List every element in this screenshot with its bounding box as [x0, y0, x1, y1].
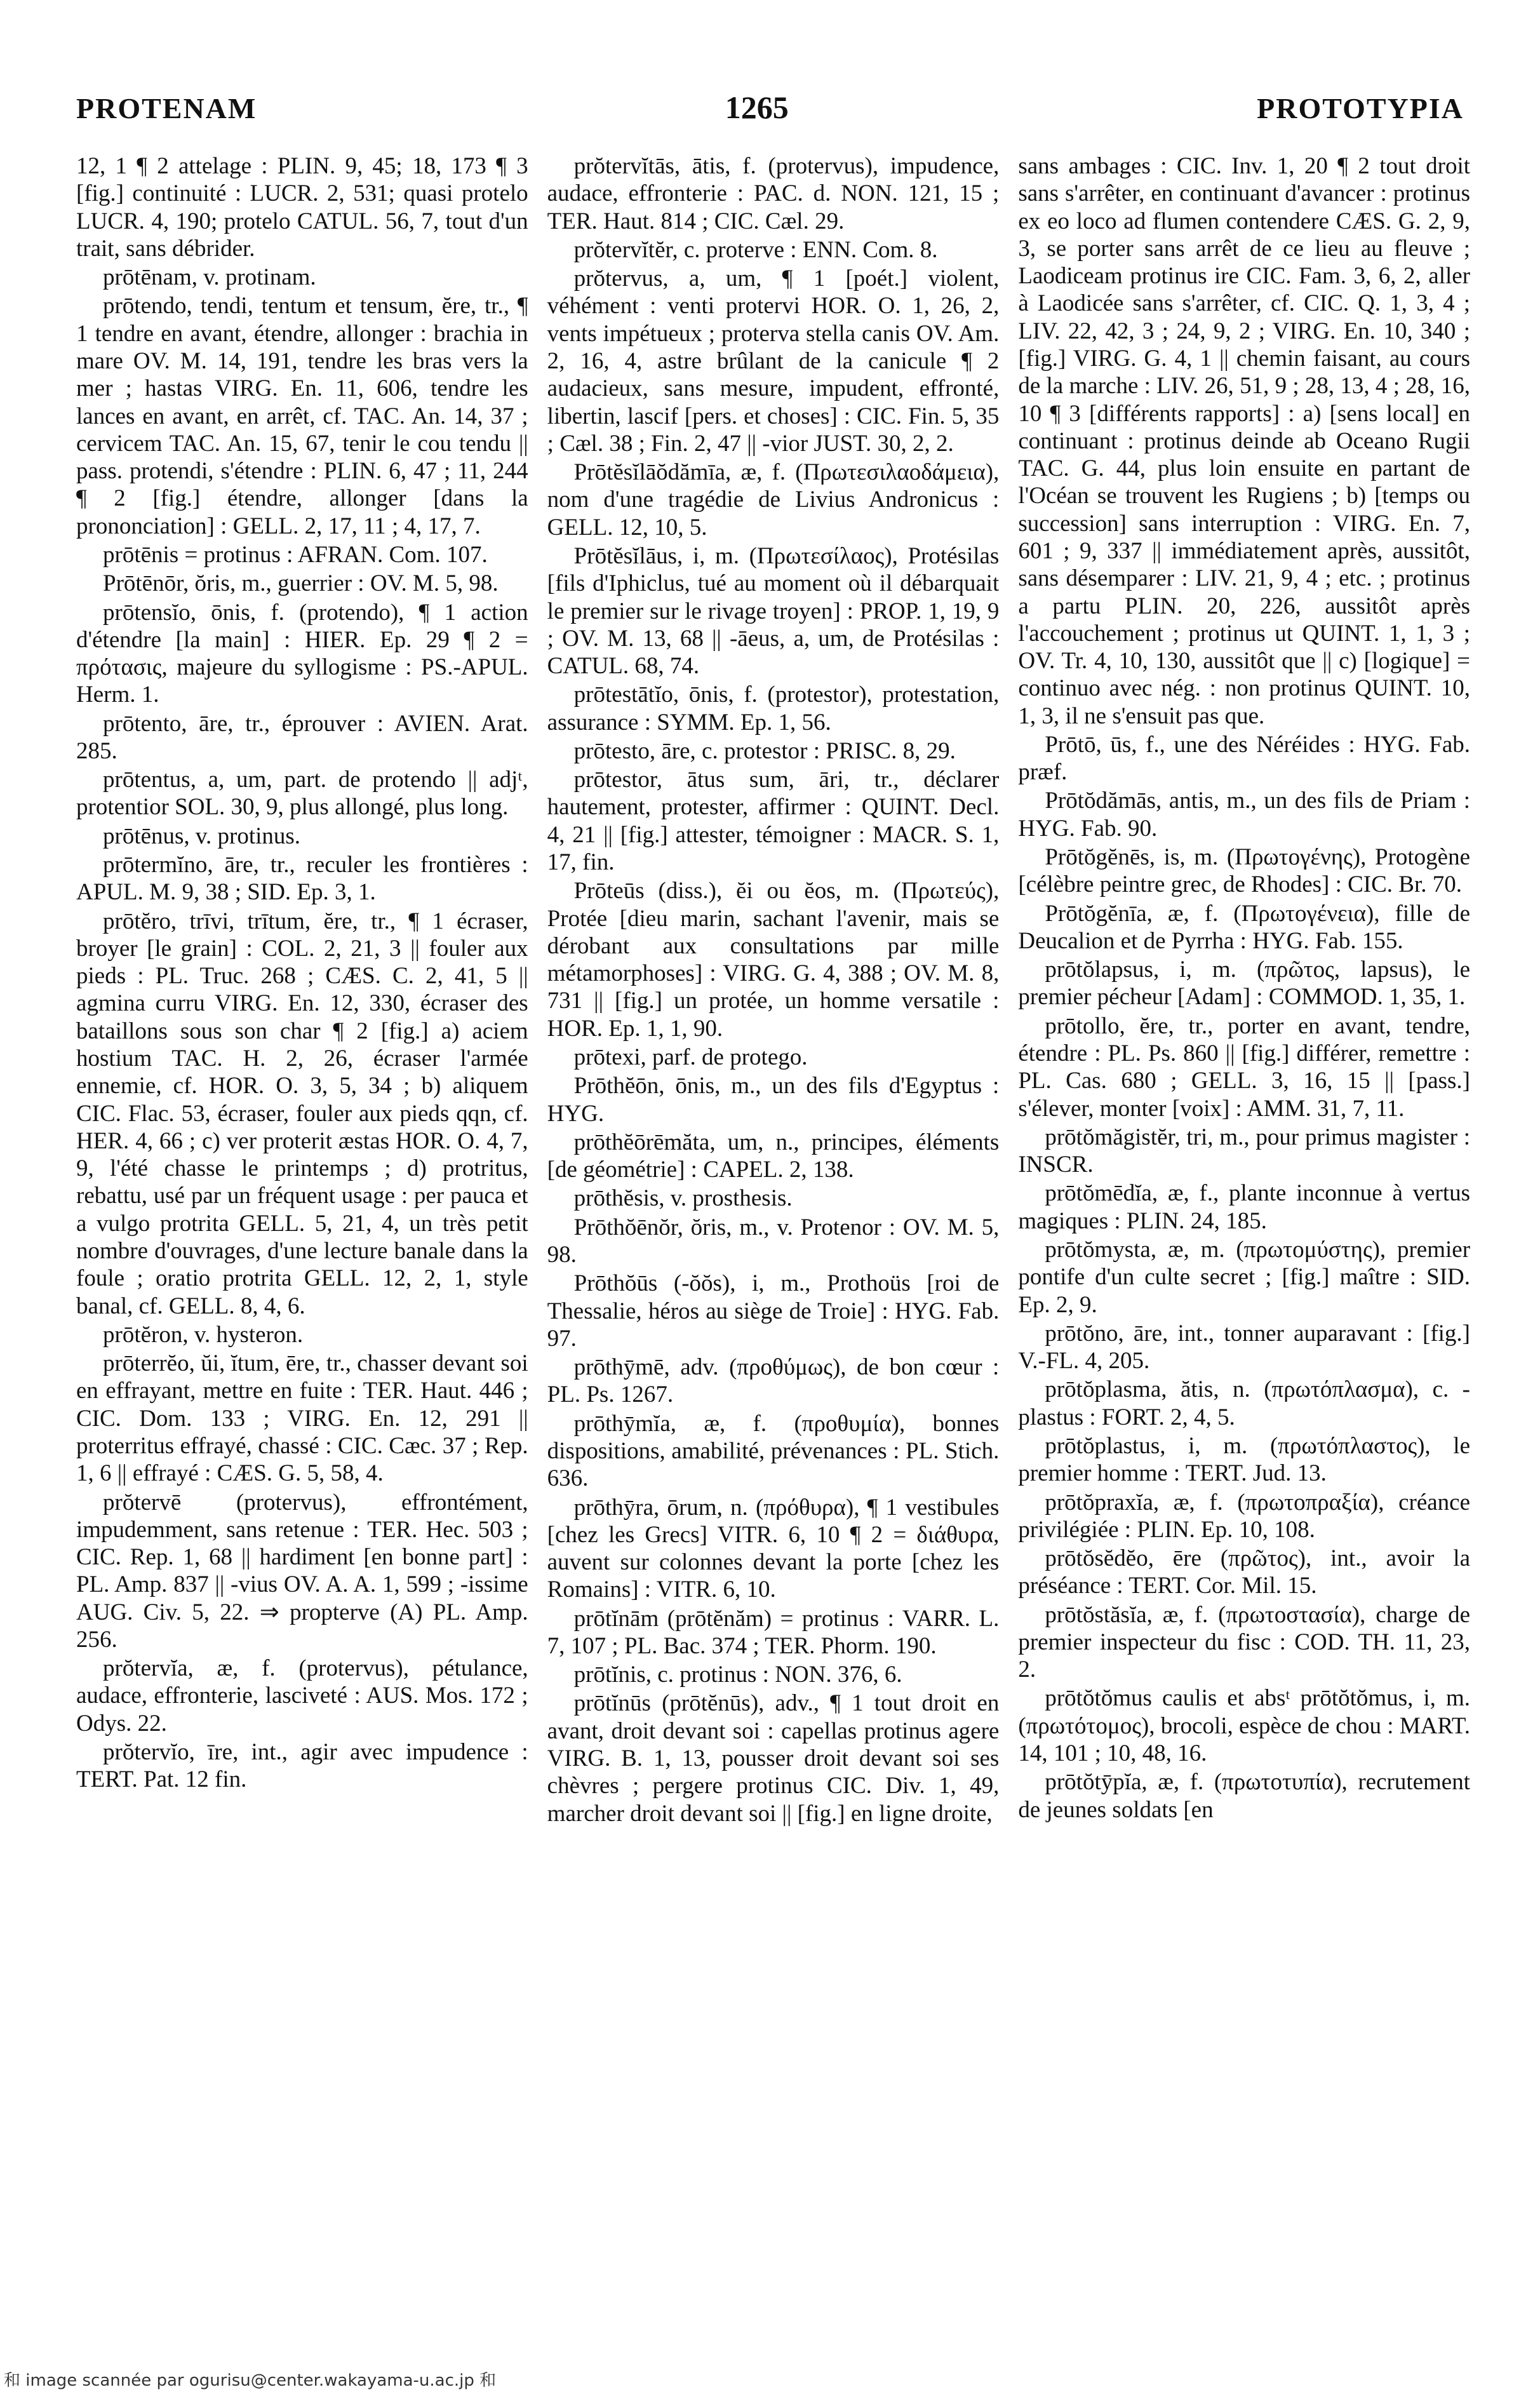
dictionary-entry: prŏtervĭo, īre, int., agir avec impudence : TERT. Pat. 12 fin.: [76, 1739, 528, 1793]
dictionary-entry: prōtēnus, v. protinus.: [103, 823, 301, 849]
dictionary-entry: prōtŏsĕdĕo, ēre (πρῶτος), int., avoir la préséance : TERT. Cor. Mil. 15.: [1018, 1545, 1471, 1599]
dictionary-entry: Prōtō, ūs, f., une des Néréides : HYG. Fab. præf.: [1018, 731, 1471, 786]
dictionary-entry: Prōtŏdămās, antis, m., un des fils de Priam : HYG. Fab. 90.: [1018, 788, 1471, 842]
dictionary-entry: prōtŏno, āre, int., tonner auparavant : [fig.] V.-FL. 4, 205.: [1018, 1320, 1471, 1374]
dictionary-entry: prōtŏlapsus, i, m. (πρῶτος, lapsus), le premier pécheur [Adam] : COMMOD. 1, 35, 1.: [1018, 957, 1471, 1011]
dictionary-entry: prōthȳmē, adv. (προθύμως), de bon cœur : PL. Ps. 1267.: [547, 1354, 1000, 1408]
dictionary-entry: prōtŏstăsĭa, æ, f. (πρωτοστασία), charge de premier inspecteur du fisc : COD. TH. 11, 23, 2.: [1018, 1601, 1471, 1683]
dictionary-entry: sans ambages : CIC. Inv. 1, 20 ¶ 2 tout droit sans s'arrêter, en continuant d'avancer : protinus ex eo loco ad flumen contendere CÆS. G. 2, 9, 3, se porter sans arrêt de ce lieu au fleuve ; Laodiceam protinus ire CIC. Fam. 3, 6, 2, aller à Laodicée sans s'arrêter, cf. CIC. Q. 1, 3, 4 ; LIV. 22, 42, 3 ; 24, 9, 2 ; VIRG. En. 10, 340 ; [fig.] VIRG. G. 4, 1 || chemin faisant, au cours de la marche : LIV. 26, 51, 9 ; 28, 13, 4 ; 28, 16, 10 ¶ 3 [différents rapports] : a) [sens local] en continuant : protinus deinde ab Oceano Rugii TAC. G. 44, plus loin ensuite en partant de l'Océan se trouvent les Rugiens ; b) [temps ou succession] sans interruption : VIRG. En. 7, 601 ; 9, 337 || immédiatement après, aussitôt, sans désemparer : LIV. 21, 9, 4 ; etc. ; protinus a partu PLIN. 20, 226, aussitôt après l'accouchement ; protinus ut QUINT. 1, 1, 3 ; OV. Tr. 4, 10, 130, aussitôt que || c) [logique] = continuo avec nég. : non protinus QUINT. 10, 1, 3, il ne s'ensuit pas que.: [1018, 153, 1471, 729]
dictionary-entry: prōthĕsis, v. prosthesis.: [573, 1185, 793, 1212]
dictionary-entry: prōtensĭo, ōnis, f. (protendo), ¶ 1 action d'étendre [la main] : HIER. Ep. 29 ¶ 2 = πρότασις, majeure du syllogisme : PS.-APUL. Herm. 1.: [76, 599, 528, 708]
header-right-guideword: PROTOTYPIA: [1257, 92, 1464, 124]
column-3: [1018, 152, 1470, 2325]
dictionary-entry: prōthȳra, ōrum, n. (πρόθυρα), ¶ 1 vestibules [chez les Grecs] VITR. 6, 10 ¶ 2 = διάθυρα, auvent sur colonnes devant la porte [chez les Romains] : VITR. 6, 10.: [547, 1494, 1000, 1603]
dictionary-entry: prōtĕro, trīvi, trītum, ĕre, tr., ¶ 1 écraser, broyer [le grain] : COL. 2, 21, 3 || fouler aux pieds : PL. Truc. 268 ; CÆS. C. 2, 41, 5 || agmina curru VIRG. En. 12, 330, écraser des bataillons sous son char ¶ 2 [fig.] a) aciem hostium TAC. H. 2, 26, écraser l'armée ennemie, cf. HOR. O. 3, 5, 34 ; b) aliquem CIC. Flac. 53, écraser, fouler aux pieds qqn, cf. HER. 4, 66 ; c) ver proterit æstas HOR. O. 4, 7, 9, l'été chasse le printemps ; d) protritus, rebattu, usé par un fréquent usage : per pauca et a vulgo protrita GELL. 5, 21, 4, un très petit nombre d'ouvrages, d'une lecture banale dans la foule ; oratio protrita GELL. 12, 2, 1, style banal, cf. GELL. 8, 4, 6.: [76, 908, 528, 1319]
dictionary-entry: prōtento, āre, tr., éprouver : AVIEN. Arat. 285.: [76, 710, 528, 764]
dictionary-entry: prŏtervē (protervus), effrontément, impudemment, sans retenue : TER. Hec. 503 ; CIC. Rep. 1, 68 || hardiment [en bonne part] : PL. Amp. 837 || -vius OV. A. A. 1, 599 ; -issime AUG. Civ. 5, 22. ⇒ propterve (A) PL. Amp. 256.: [76, 1489, 528, 1653]
dictionary-entry: prōtesto, āre, c. protestor : PRISC. 8, 29.: [573, 737, 956, 764]
dictionary-entry: prōtexi, parf. de protego.: [573, 1044, 808, 1070]
page-number: 1265: [725, 90, 789, 125]
dictionary-entry: prōtestātĭo, ōnis, f. (protestor), protestation, assurance : SYMM. Ep. 1, 56.: [547, 682, 1000, 736]
dictionary-entry: prōtĕron, v. hysteron.: [103, 1321, 304, 1348]
dictionary-entry: prōtŏmēdĭa, æ, f., plante inconnue à vertus magiques : PLIN. 24, 185.: [1018, 1180, 1471, 1234]
dictionary-entry: prōtŏtȳpĭa, æ, f. (πρωτοτυπία), recrutement de jeunes soldats [en: [1018, 1769, 1471, 1823]
column-1: [76, 152, 528, 2325]
dictionary-entry: prōtēnam, v. protinam.: [103, 264, 316, 291]
scan-credit-footer: 和 image scannée par ogurisu@center.wakayama-u.ac.jp 和: [4, 2371, 497, 2390]
dictionary-entry: prōtĭnis, c. protinus : NON. 376, 6.: [573, 1662, 902, 1688]
dictionary-entry: Prōthŏūs (-ŏŏs), i, m., Prothoüs [roi de Thessalie, héros au siège de Troie] : HYG. Fab. 97.: [547, 1270, 1000, 1352]
dictionary-entry: prōthȳmĭa, æ, f. (προθυμία), bonnes dispositions, amabilité, prévenances : PL. Stich. 636.: [547, 1410, 1000, 1492]
dictionary-entry: prōtestor, ātus sum, āri, tr., déclarer hautement, protester, affirmer : QUINT. Decl. 4, 21 || [fig.] attester, témoigner : MACR. S. 1, 17, fin.: [547, 767, 1000, 876]
dictionary-entry: prōtermĭno, āre, tr., reculer les frontières : APUL. M. 9, 38 ; SID. Ep. 3, 1.: [76, 852, 528, 906]
dictionary-entry: prōtĭnām (prōtĕnăm) = protinus : VARR. L. 7, 107 ; PL. Bac. 374 ; TER. Phorm. 190.: [547, 1605, 1000, 1659]
dictionary-entry: prŏtervĭtĕr, c. proterve : ENN. Com. 8.: [573, 236, 938, 263]
dictionary-entry: prōtēnis = protinus : AFRAN. Com. 107.: [103, 541, 488, 568]
dictionary-entry: prōtŏplasma, ătis, n. (πρωτόπλασμα), c. -plastus : FORT. 2, 4, 5.: [1018, 1376, 1471, 1430]
dictionary-entry: prŏtervĭa, æ, f. (protervus), pétulance, audace, effronterie, lasciveté : AUS. Mos. 172 ; Odys. 22.: [76, 1655, 528, 1737]
dictionary-entry: prōtŏpraxĭa, æ, f. (πρωτοπραξία), créance privilégiée : PLIN. Ep. 10, 108.: [1018, 1489, 1471, 1543]
dictionary-entry: prŏtervus, a, um, ¶ 1 [poét.] violent, véhément : venti protervi HOR. O. 1, 26, 2, vents impétueux ; proterva stella canis OV. Am. 2, 16, 4, astre brûlant de la canicule ¶ 2 audacieux, sans mesure, impudent, effronté, libertin, lascif [pers. et choses] : CIC. Fin. 5, 35 ; Cæl. 38 ; Fin. 2, 47 || -vior JUST. 30, 2, 2.: [547, 265, 1000, 457]
dictionary-entry: prōtollo, ĕre, tr., porter en avant, tendre, étendre : PL. Ps. 860 || [fig.] différer, remettre : PL. Cas. 680 ; GELL. 3, 16, 15 || [pass.] s'élever, monter [voix] : AMM. 31, 7, 11.: [1018, 1012, 1471, 1122]
header-left-guideword: PROTENAM: [76, 92, 257, 124]
column-2: [547, 152, 1000, 2325]
dictionary-entry: Prōtŏgĕnīa, æ, f. (Πρωτογένεια), fille de Deucalion et de Pyrrha : HYG. Fab. 155.: [1018, 900, 1471, 954]
dictionary-entry: prōtŏtŏmus caulis et absᵗ prōtŏtŏmus, i, m. (πρωτότομος), brocoli, espèce de chou : MART. 14, 101 ; 10, 48, 16.: [1018, 1685, 1471, 1767]
dictionary-entry: Prōthŏēnŏr, ŏris, m., v. Protenor : OV. M. 5, 98.: [547, 1214, 1000, 1268]
dictionary-entry: Prōtĕsĭlāŏdămīa, æ, f. (Πρωτεσιλαοδάμεια), nom d'une tragédie de Livius Andronicus : GELL. 12, 10, 5.: [547, 459, 1000, 541]
dictionary-entry: prōterrĕo, ŭi, ĭtum, ēre, tr., chasser devant soi en effrayant, mettre en fuite : TER. Haut. 446 ; CIC. Dom. 133 ; VIRG. En. 12, 291 || proterritus effrayé, chassé : CIC. Cæc. 37 ; Rep. 1, 6 || effrayé : CÆS. G. 5, 58, 4.: [76, 1350, 528, 1487]
dictionary-entry: prōtĭnūs (prōtĕnūs), adv., ¶ 1 tout droit en avant, droit devant soi : capellas protinus agere VIRG. B. 1, 13, pousser droit devant soi ses chèvres ; pergere protinus CIC. Div. 1, 49, marcher droit devant soi || [fig.] en ligne droite,: [547, 1690, 1000, 1827]
dictionary-entry: Prōthĕōn, ōnis, m., un des fils d'Egyptus : HYG.: [547, 1073, 1000, 1127]
dictionary-entry: prŏtervĭtās, ātis, f. (protervus), impudence, audace, effronterie : PAC. d. NON. 121, 15 ; TER. Haut. 814 ; CIC. Cæl. 29.: [547, 153, 1000, 234]
dictionary-entry: prōtŏplastus, i, m. (πρωτόπλαστος), le premier homme : TERT. Jud. 13.: [1018, 1432, 1471, 1487]
text-columns: [76, 152, 1470, 2325]
dictionary-entry: prōthĕōrēmăta, um, n., principes, éléments [de géométrie] : CAPEL. 2, 138.: [547, 1129, 1000, 1183]
dictionary-entry: Prōtēnōr, ŏris, m., guerrier : OV. M. 5, 98.: [103, 570, 499, 597]
dictionary-entry: Prōtŏgĕnēs, is, m. (Πρωτογένης), Protogène [célèbre peintre grec, de Rhodes] : CIC. Br. 70.: [1018, 844, 1471, 898]
dictionary-entry: Prōtĕsĭlāus, i, m. (Πρωτεσίλαος), Protésilas [fils d'Iphiclus, tué au moment où il débarquait le premier sur le rivage troyen] : PROP. 1, 19, 9 ; OV. M. 13, 68 || -āeus, a, um, de Protésilas : CATUL. 68, 74.: [547, 542, 1000, 680]
dictionary-entry: prōtŏmăgistĕr, tri, m., pour primus magister : INSCR.: [1018, 1124, 1471, 1178]
page-header: [76, 89, 1464, 140]
dictionary-entry: Prōteūs (diss.), ĕi ou ĕos, m. (Πρωτεύς), Protée [dieu marin, sachant l'avenir, mais se dérobant aux consultations par mille métamorphoses] : VIRG. G. 4, 388 ; OV. M. 8, 731 || [fig.] un protée, un homme versatile : HOR. Ep. 1, 1, 90.: [547, 878, 1000, 1042]
dictionary-entry: prōtŏmysta, æ, m. (πρωτομύστης), premier pontife d'un culte secret ; [fig.] maître : SID. Ep. 2, 9.: [1018, 1236, 1471, 1318]
dictionary-entry: prōtentus, a, um, part. de protendo || adjᵗ, protentior SOL. 30, 9, plus allongé, plus long.: [76, 767, 528, 821]
dictionary-entry: prōtendo, tendi, tentum et tensum, ĕre, tr., ¶ 1 tendre en avant, étendre, allonger : brachia in mare OV. M. 14, 191, tendre les bras vers la mer ; hastas VIRG. En. 11, 606, tendre les lances en avant, en arrêt, cf. TAC. An. 14, 37 ; cervicem TAC. An. 15, 67, tenir le cou tendu || pass. protendi, s'étendre : PLIN. 6, 47 ; 11, 244 ¶ 2 [fig.] étendre, allonger [dans la prononciation] : GELL. 2, 17, 11 ; 4, 17, 7.: [76, 293, 528, 539]
dictionary-entry: 12, 1 ¶ 2 attelage : PLIN. 9, 45; 18, 173 ¶ 3 [fig.] continuité : LUCR. 2, 531; quasi protelo LUCR. 4, 190; protelo CATUL. 56, 7, tout d'un trait, sans débrider.: [76, 153, 528, 262]
